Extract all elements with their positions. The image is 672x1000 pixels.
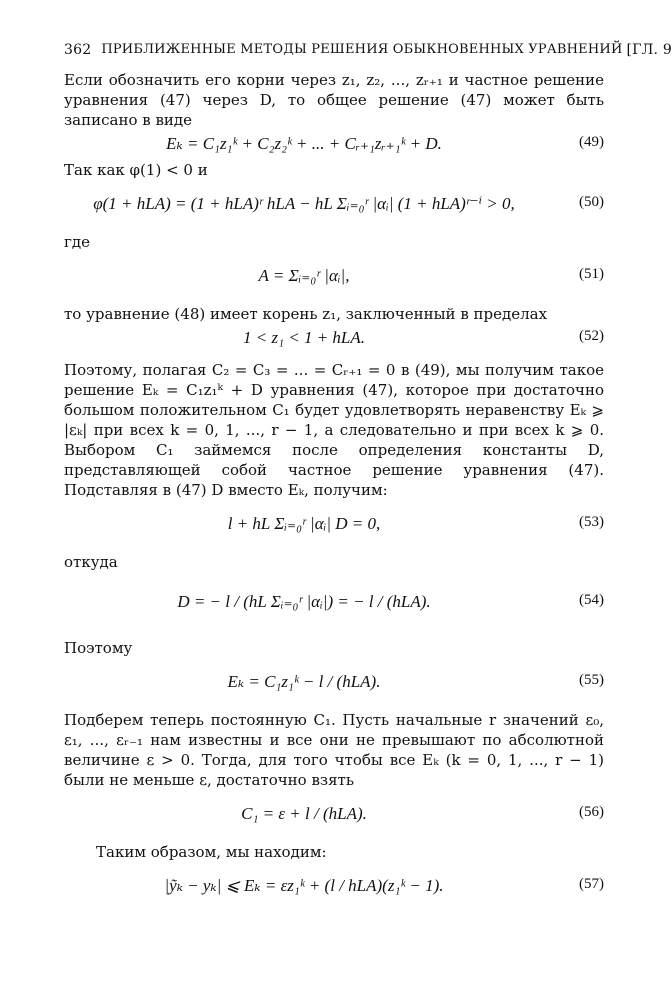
paragraph-1: Если обозначить его корни через z₁, z₂, ..., zᵣ₊₁ и частное решение уравнения (47) через D, то общее решение (47) может быть записано в виде <box>64 71 604 129</box>
equation-56-formula: C₁ = ε + l / (hLA). <box>241 804 367 823</box>
equation-56-number: (56) <box>579 804 604 820</box>
paragraph-7: Поэтому <box>64 639 133 657</box>
equation-49 <box>64 130 604 160</box>
equation-57-number: (57) <box>579 876 604 892</box>
paragraph-4: то уравнение (48) имеет корень z₁, заключенный в пределах <box>64 305 548 323</box>
equation-50 <box>64 180 604 232</box>
paragraph-3: где <box>64 233 90 251</box>
equation-55-number: (55) <box>579 672 604 688</box>
running-title: ПРИБЛИЖЕННЫЕ МЕТОДЫ РЕШЕНИЯ ОБЫКНОВЕННЫХ УРАВНЕНИЙ <box>101 42 623 57</box>
equation-57-formula: |ỹₖ − yₖ| ⩽ Eₖ = εz₁ᵏ + (l / hLA)(z₁ᵏ − 1). <box>164 876 444 895</box>
equation-57 <box>64 862 604 914</box>
equation-49-formula: Eₖ = C₁z₁ᵏ + C₂z₂ᵏ + ... + Cᵣ₊₁zᵣ₊₁ᵏ + D. <box>166 134 442 153</box>
equation-53-formula: l + hL Σᵢ₌₀ʳ |αᵢ| D = 0, <box>227 514 381 533</box>
equation-55 <box>64 658 604 710</box>
running-header <box>64 42 672 58</box>
equation-54-formula: D = − l / (hL Σᵢ₌₀ʳ |αᵢ|) = − l / (hLA). <box>177 592 431 611</box>
equation-53-number: (53) <box>579 514 604 530</box>
equation-52-formula: 1 < z₁ < 1 + hLA. <box>242 328 366 347</box>
equation-50-number: (50) <box>579 194 604 210</box>
page-number: 362 <box>64 42 92 58</box>
equation-56 <box>64 790 604 842</box>
paragraph-9: Таким образом, мы находим: <box>96 843 327 861</box>
equation-52 <box>64 324 604 354</box>
equation-50-formula: φ(1 + hLA) = (1 + hLA)ʳ hLA − hL Σᵢ₌₀ʳ |αᵢ| (1 + hLA)ʳ⁻ⁱ > 0, <box>93 194 515 213</box>
paragraph-6: откуда <box>64 553 118 571</box>
equation-55-formula: Eₖ = C₁z₁ᵏ − l / (hLA). <box>227 672 381 691</box>
page <box>64 42 672 914</box>
paragraph-2: Так как φ(1) < 0 и <box>64 161 208 179</box>
equation-51-number: (51) <box>579 266 604 282</box>
equation-53 <box>64 500 604 552</box>
equation-52-number: (52) <box>579 328 604 344</box>
chapter-label: [ГЛ. 9 <box>626 42 672 58</box>
equation-49-number: (49) <box>579 134 604 150</box>
equation-54-number: (54) <box>579 592 604 608</box>
paragraph-8: Подберем теперь постоянную C₁. Пусть начальные r значений ε₀, ε₁, ..., εᵣ₋₁ нам известны и все они не превышают по абсолютной величине ε > 0. Тогда, для того чтобы все Eₖ (k = 0, 1, ..., r − 1) были не меньше ε, достаточно взять <box>64 711 604 789</box>
paragraph-5: Поэтому, полагая C₂ = C₃ = ... = Cᵣ₊₁ = 0 в (49), мы получим такое решение Eₖ = C₁z₁ᵏ + D уравнения (47), которое при достаточно большом положительном C₁ будет удовлетворять неравенству Eₖ ⩾ |εₖ| при всех k = 0, 1, ..., r − 1, а следовательно и при всех k ⩾ 0. Выбором C₁ займемся после определения константы D, представляющей собой частное решение уравнения (47). Подставляя в (47) D вместо Eₖ, получим: <box>64 361 604 499</box>
equation-54 <box>64 572 604 638</box>
equation-51 <box>64 252 604 304</box>
equation-51-formula: A = Σᵢ₌₀ʳ |αᵢ|, <box>258 266 350 285</box>
